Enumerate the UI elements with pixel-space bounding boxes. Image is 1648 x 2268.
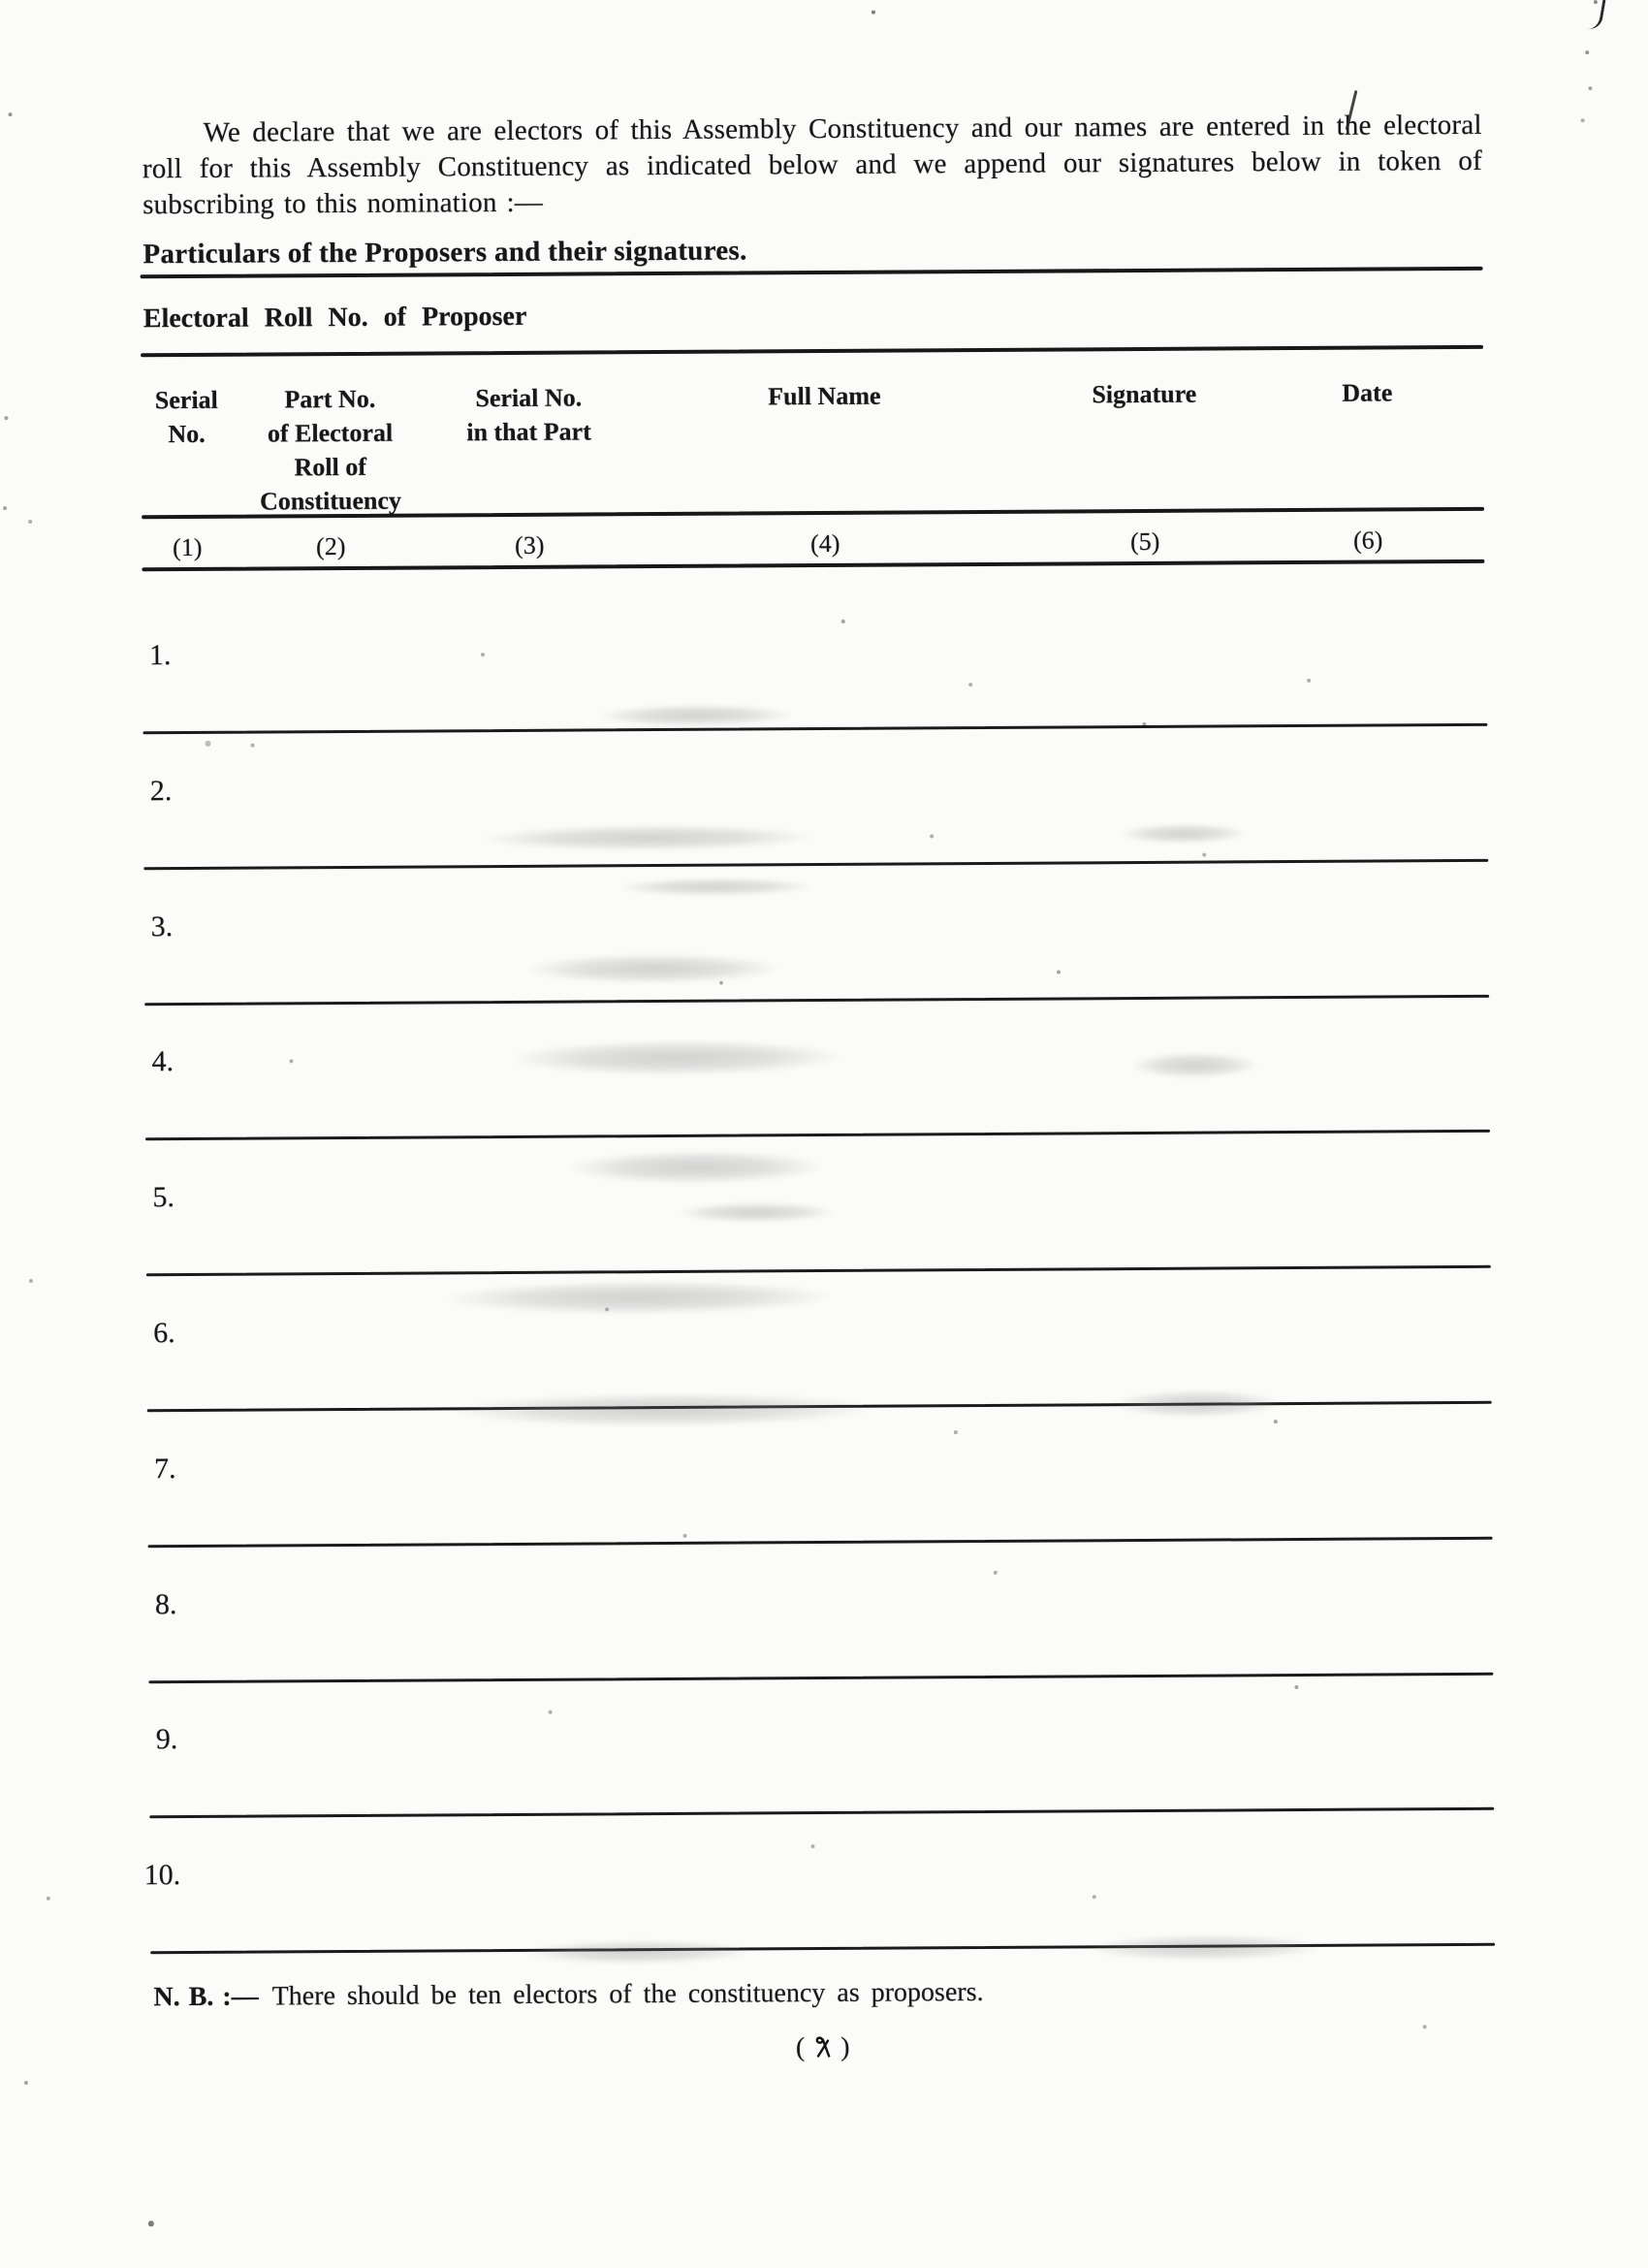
ink-smudge xyxy=(679,1202,834,1223)
row-write-area xyxy=(143,735,1487,863)
ink-smudge xyxy=(445,1280,833,1315)
ink-mark xyxy=(1586,0,1605,31)
page-number-open-paren: ( xyxy=(795,2032,806,2063)
column-header-full-name: Full Name xyxy=(768,381,881,411)
page-number-close-paren: ) xyxy=(840,2031,850,2062)
note-text: There should be ten electors of the constituency as proposers. xyxy=(271,1977,984,2012)
ink-smudge xyxy=(511,1039,840,1076)
ink-smudge xyxy=(526,1939,749,1964)
column-header-part-no: Part No. of Electoral Roll of Constituency xyxy=(259,384,402,516)
row-write-area xyxy=(143,870,1487,998)
column-number-4: (4) xyxy=(810,528,840,559)
column-number-1: (1) xyxy=(173,532,203,562)
devanagari-four-glyph xyxy=(813,2035,832,2060)
note-label: N. B. :— xyxy=(153,1981,259,2013)
note xyxy=(153,1977,983,2013)
row-write-area xyxy=(148,1548,1492,1676)
row-serial-number: 4. xyxy=(151,1045,174,1078)
row-serial-number: 6. xyxy=(153,1317,175,1350)
row-serial-number: 8. xyxy=(154,1587,177,1620)
row-serial-number: 2. xyxy=(149,774,173,808)
row-write-area xyxy=(147,1413,1491,1541)
column-header-date: Date xyxy=(1342,378,1393,407)
row-write-area xyxy=(149,1683,1493,1811)
row-serial-number: 9. xyxy=(155,1723,178,1756)
declaration-paragraph: We declare that we are electors of this Assembly Constituency and our names are entered in the electoral roll for this Assembly Constituency as indicated below and we append our signatures below in token of subscribing to this nomination :— xyxy=(142,109,1482,221)
column-number-3: (3) xyxy=(515,530,545,559)
column-header-serial-in-part: Serial No. in that Part xyxy=(466,383,591,447)
ink-smudge xyxy=(618,878,812,896)
row-serial-number: 10. xyxy=(143,1859,181,1892)
row-serial-number: 3. xyxy=(150,910,174,942)
ink-smudge xyxy=(570,1150,822,1185)
row-write-area xyxy=(143,599,1486,727)
column-number-2: (2) xyxy=(316,532,346,561)
ink-smudge xyxy=(1121,823,1247,844)
ink-smudge xyxy=(527,953,779,984)
row-serial-number: 7. xyxy=(153,1452,176,1485)
ink-smudge xyxy=(1131,1052,1257,1078)
section-heading: Particulars of the Proposers and their signatures. xyxy=(143,235,747,271)
column-header-serial-no: Serial No. xyxy=(154,385,218,449)
ink-smudge xyxy=(598,704,792,726)
row-write-area xyxy=(149,1819,1493,1947)
ink-smudge xyxy=(483,824,812,851)
ink-smudge xyxy=(456,1392,872,1428)
ink-smudge xyxy=(1115,1390,1280,1418)
column-number-6: (6) xyxy=(1353,526,1383,555)
table-caption: Electoral Roll No. of Proposer xyxy=(143,301,527,335)
row-serial-number: 5. xyxy=(152,1181,174,1214)
column-header-signature: Signature xyxy=(1092,379,1197,409)
column-number-5: (5) xyxy=(1130,527,1160,557)
ink-smudge xyxy=(1089,1934,1321,1961)
page-number xyxy=(721,2031,925,2063)
divider-line xyxy=(141,345,1483,357)
row-serial-number: 1. xyxy=(148,639,172,672)
